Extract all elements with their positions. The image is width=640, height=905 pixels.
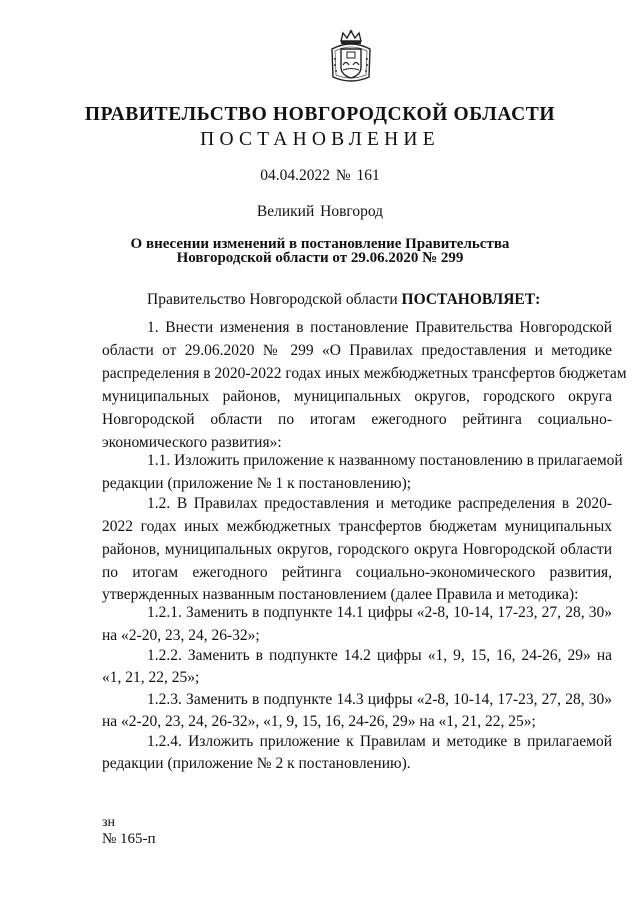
- body-line: 1.2.1. Заменить в подпункте 14.1 цифры «2-8, 10-14, 17-23, 27, 28, 30»: [147, 604, 612, 621]
- body-line: по итогам ежегодного рейтинга социально-экономического развития,: [102, 564, 612, 581]
- body-line: редакции (приложение № 1 к постановлению);: [102, 475, 412, 492]
- footer-number: № 165-п: [102, 831, 156, 847]
- body-line: «1, 21, 22, 25»;: [102, 669, 200, 686]
- body-line: 1.2.4. Изложить приложение к Правилам и методике в прилагаемой: [147, 733, 612, 750]
- body-line: утвержденных названным постановлением (далее Правила и методика):: [102, 586, 579, 603]
- body-line: муниципальных районов, муниципальных округов, городского округа: [102, 388, 612, 405]
- body-line: области от 29.06.2020 № 299 «О Правилах предоставления и методике: [102, 342, 612, 359]
- preamble: [147, 291, 540, 309]
- body-line: 1.2.3. Заменить в подпункте 14.3 цифры «2-8, 10-14, 17-23, 27, 28, 30»: [147, 691, 612, 708]
- body-line: 1.2. В Правилах предоставления и методике распределения в 2020-: [147, 495, 612, 512]
- body-line: 1.2.2. Заменить в подпункте 14.2 цифры «1, 9, 15, 16, 24-26, 29» на: [147, 647, 612, 664]
- body-line: экономического развития»:: [102, 434, 282, 451]
- body-line: Новгородской области по итогам ежегодного рейтинга социально-: [102, 411, 612, 428]
- body-line: 2022 годах иных межбюджетных трансфертов бюджетам муниципальных: [102, 518, 612, 535]
- date-and-number: 04.04.2022 № 161: [260, 167, 380, 184]
- subject-line-2: Новгородской области от 29.06.2020 № 299: [176, 250, 464, 266]
- body-line: 1. Внести изменения в постановление Правительства Новгородской: [147, 319, 612, 336]
- body-line: на «2-20, 23, 24, 26-32»;: [102, 627, 260, 644]
- city: Великий Новгород: [256, 203, 384, 220]
- body-line: распределения в 2020-2022 годах иных межбюджетных трансфертов бюджетам: [102, 365, 627, 382]
- footer-initials: зн: [102, 815, 116, 830]
- novgorod-coat-of-arms-icon: [329, 29, 373, 85]
- document-type: ПОСТАНОВЛЕНИЕ: [200, 129, 440, 150]
- body-line: 1.1. Изложить приложение к названному постановлению в прилагаемой: [147, 452, 623, 469]
- subject-line-1: О внесении изменений в постановление Правительства: [130, 236, 510, 252]
- body-line: на «2-20, 23, 24, 26-32», «1, 9, 15, 16, 24-26, 29» на «1, 21, 22, 25»;: [102, 713, 536, 730]
- body-line: районов, муниципальных округов, городского округа Новгородской области: [102, 541, 612, 558]
- preamble-text: Правительство Новгородской области: [147, 291, 402, 308]
- preamble-emphasis: ПОСТАНОВЛЯЕТ:: [401, 291, 541, 308]
- body-line: редакции (приложение № 2 к постановлению).: [102, 755, 411, 772]
- government-title: ПРАВИТЕЛЬСТВО НОВГОРОДСКОЙ ОБЛАСТИ: [84, 104, 556, 125]
